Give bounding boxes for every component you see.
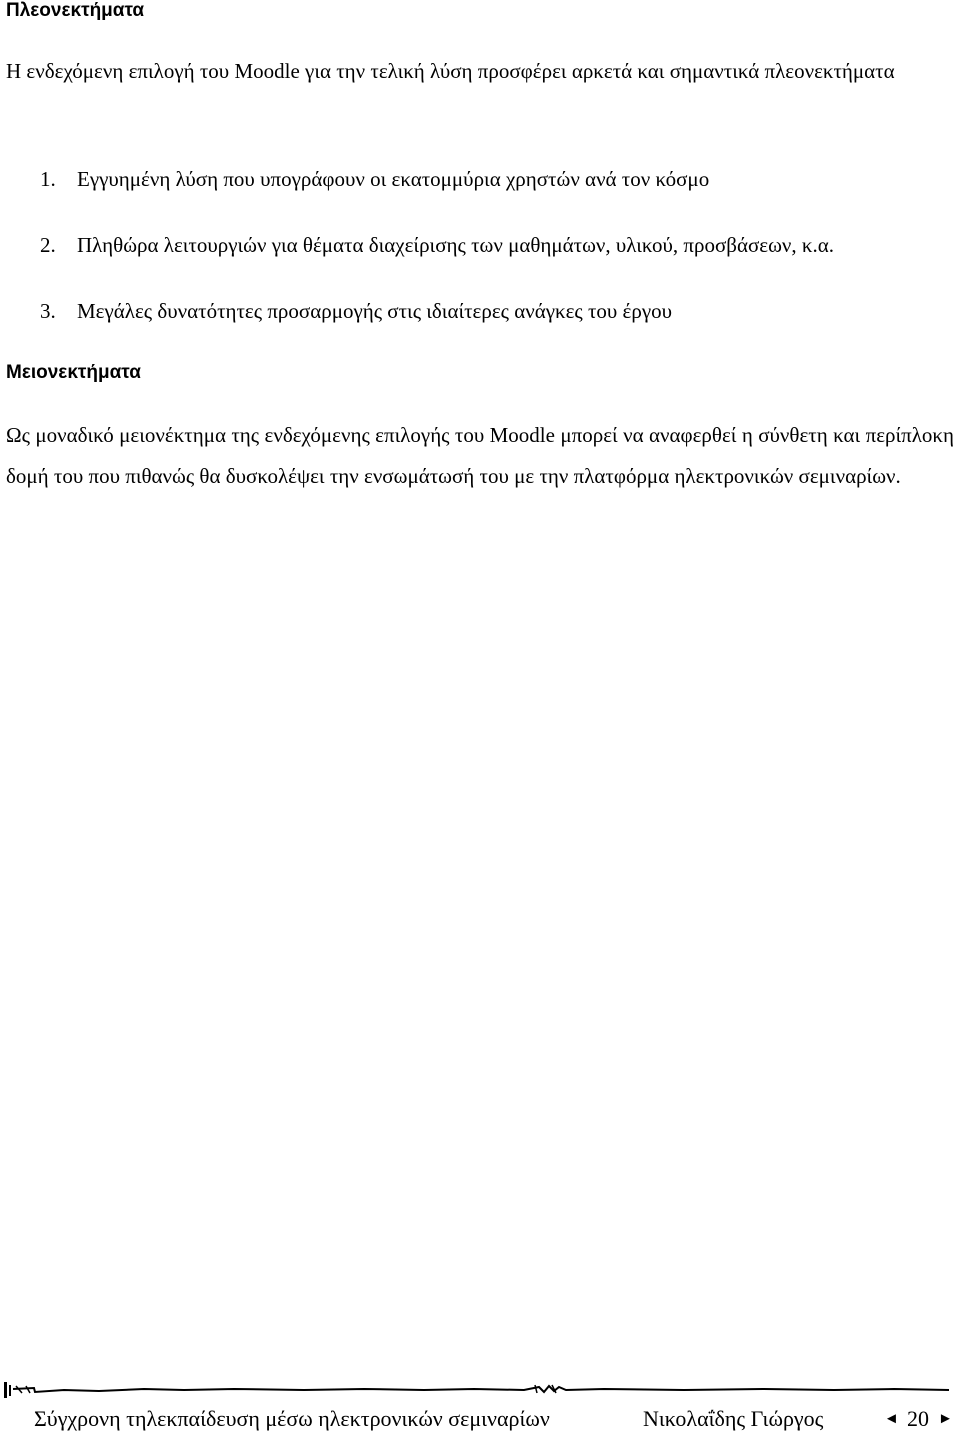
footer-author: Νικολαΐδης Γιώργος [643,1406,824,1431]
list-item-number: 3. [40,299,56,323]
page-number: 20 [907,1406,929,1431]
footer-divider [4,1378,956,1398]
prev-page-icon: ◄ [884,1411,899,1427]
list-item-text: Πληθώρα λειτουργιών για θέματα διαχείρισης των μαθημάτων, υλικού, προσβάσεων, κ.α. [77,233,835,257]
list-item-text: Μεγάλες δυνατότητες προσαρμογής στις ιδιαίτερες ανάγκες του έργου [77,299,673,323]
list-item-number: 2. [40,233,56,257]
advantages-heading: Πλεονεκτήματα [6,0,145,21]
footer-title: Σύγχρονη τηλεκπαίδευση μέσω ηλεκτρονικών σεμιναρίων [34,1406,550,1431]
list-item-text: Εγγυημένη λύση που υπογράφουν οι εκατομμύρια χρηστών ανά τον κόσμο [77,167,710,191]
next-page-icon: ► [938,1411,953,1427]
advantages-intro: Η ενδεχόμενη επιλογή του Moodle για την τελική λύση προσφέρει αρκετά και σημαντικά πλεονεκτήματα [6,59,895,83]
list-item-number: 1. [40,167,56,191]
disadvantages-text: Ως μοναδικό μειονέκτημα της ενδεχόμενης επιλογής του Moodle μπορεί να αναφερθεί η σύνθετη και περίπλοκη δομή του που πιθανώς θα δυσκολέψει την ενσωμάτωσή του με την πλατφόρμα ηλεκτρονικών σεμιναρίων. [6,423,954,488]
page-footer [0,1400,960,1434]
disadvantages-heading: Μειονεκτήματα [6,362,141,383]
